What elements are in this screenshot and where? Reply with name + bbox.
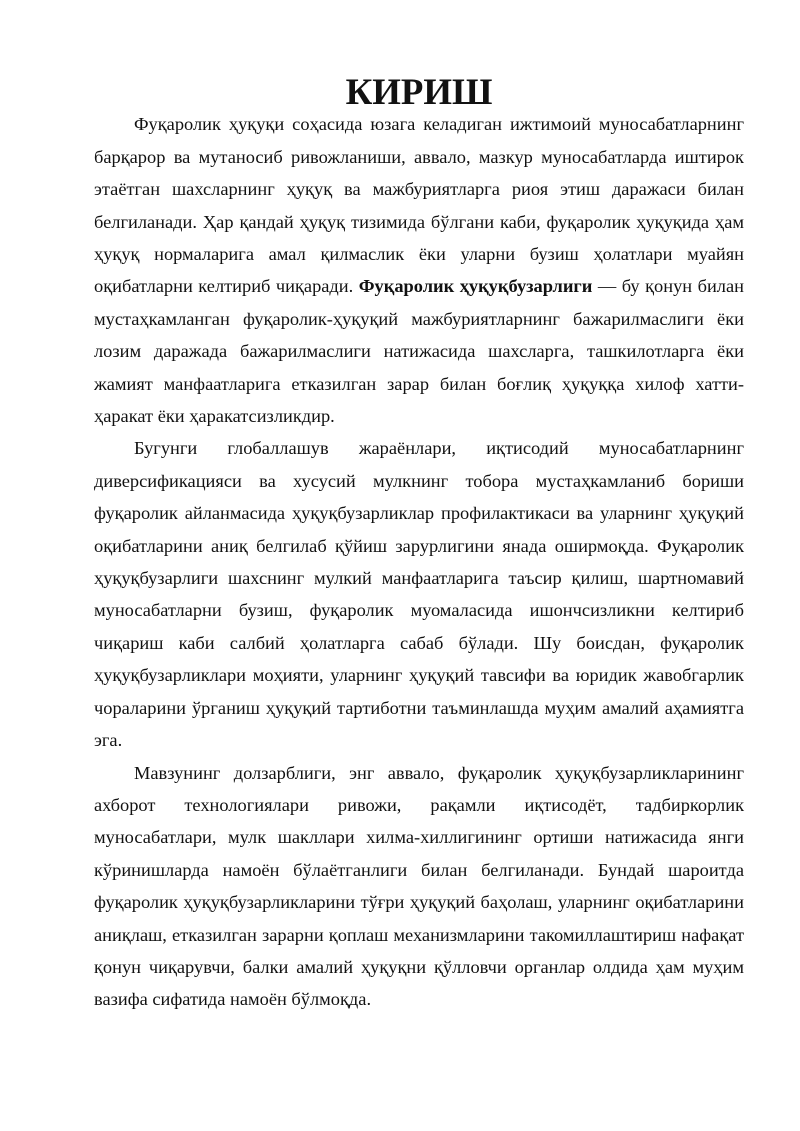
document-page: [94, 71, 744, 1016]
paragraph-text: Фуқаролик ҳуқуқи соҳасида юзага келадиган ижтимоий муносабатларнинг барқарор ва мутаносиб ривожланиши, аввало, мазкур муносабатларда иштирок этаётган шахсларнинг ҳуқуқ ва мажбуриятларга риоя этиш даражаси билан белгиланади. Ҳар қандай ҳуқуқ тизимида бўлгани каби, фуқаролик ҳуқуқида ҳам ҳуқуқ нормаларига амал қилмаслик ёки уларни бузиш ҳолатлари муайян оқибатларни келтириб чиқаради.: [94, 114, 744, 297]
document-title: КИРИШ: [345, 71, 493, 112]
paragraph-relevance: Мавзунинг долзарблиги, энг аввало, фуқаролик ҳуқуқбузарликларининг ахборот технологиялари ривожи, рақамли иқтисодёт, тадбиркорлик муносабатлари, мулк шакллари хилма-хиллигининг ортиши натижасида янги кўринишларда намоён бўлаётганлиги билан белгиланади. Бундай шароитда фуқаролик ҳуқуқбузарликларини тўғри ҳуқуқий баҳолаш, уларнинг оқибатларини аниқлаш, етказилган зарарни қоплаш механизмларини такомиллаштириш нафақат қонун чиқарувчи, балки амалий ҳуқуқни қўлловчи органлар олдида ҳам муҳим вазифа сифатида намоён бўлмоқда.: [94, 762, 744, 1010]
bold-term: Фуқаролик ҳуқуқбузарлиги: [358, 276, 593, 297]
paragraph-globalization: Бугунги глобаллашув жараёнлари, иқтисодий муносабатларнинг диверсификацияси ва хусусий мулкнинг тобора мустаҳкамланиб бориши фуқаролик айланмасида ҳуқуқбузарликлар профилактикаси ва уларнинг ҳуқуқий оқибатларини аниқ белгилаб қўйиш зарурлигини янада оширмоқда. Фуқаролик ҳуқуқбузарлиги шахснинг мулкий манфаатларига таъсир қилиш, шартномавий муносабатларни бузиш, фуқаролик муомаласида ишончсизликни келтириб чиқариш каби салбий ҳолатларга сабаб бўлади. Шу боисдан, фуқаролик ҳуқуқбузарликлари моҳияти, уларнинг ҳуқуқий тавсифи ва юридик жавобгарлик чораларини ўрганиш ҳуқуқий тартиботни таъминлашда муҳим амалий аҳамиятга эга.: [94, 438, 744, 751]
paragraph-text: — бу қонун билан мустаҳкамланган фуқаролик-ҳуқуқий мажбуриятларнинг бажарилмаслиги ёки лозим даражада бажарилмаслиги натижасида шахсларга, ташкилотларга ёки жамият манфаатларига етказилган зарар билан боғлиқ ҳуқуққа хилоф хатти-ҳаракат ёки ҳаракатсизликдир.: [94, 276, 744, 427]
paragraph-introduction: [94, 108, 744, 432]
